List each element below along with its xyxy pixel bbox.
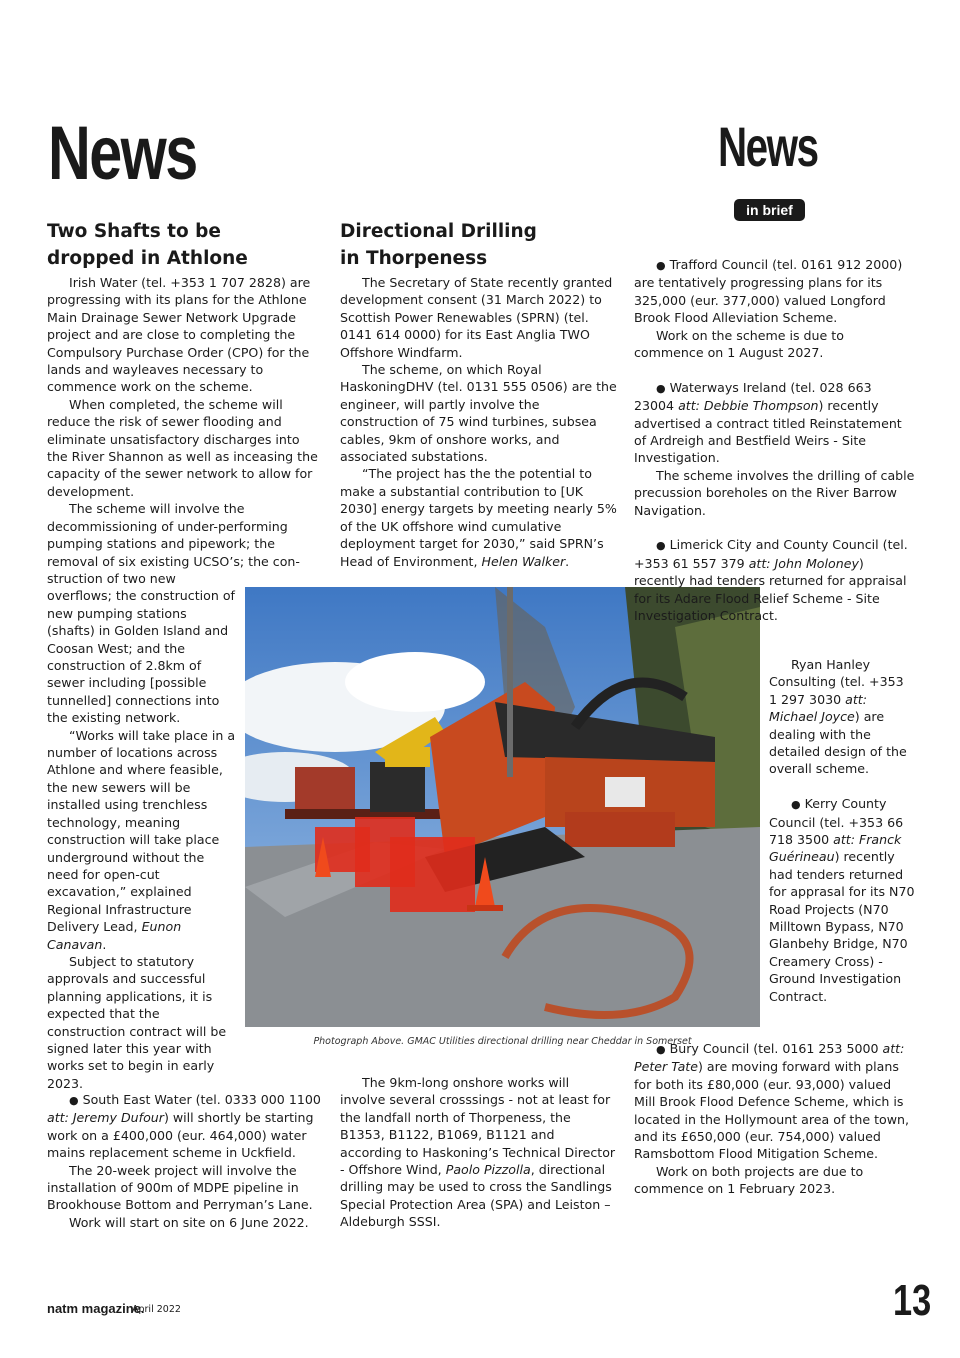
article1-paragraph: The scheme will involve the decommissioning of under-performing pumping stations and pipework; the removal of six existing UCSO’s; the con- [47,501,300,569]
news-in-brief-title: News [718,115,818,178]
issue-date: April 2022 [132,1304,181,1315]
brief-right-narrow [769,656,915,1005]
page-number: 13 [893,1276,932,1325]
brief-trafford: ● Trafford Council (tel. 0161 912 2000) are tentatively progressing plans for its 325,000 (eur. 377,000) valued Longford Brook Flood Alleviation Scheme. [634,256,915,327]
article1-paragraph: Irish Water (tel. +353 1 707 2828) are progressing with its plans for the Athlone Main Drainage Sewer Network Upgrade project and are close to completing the Compulsory Purchase Order (CPO) for the lands and wayleaves necessary to commence work on the scheme. [47,275,311,395]
person-name: Paolo Pizzolla [445,1162,531,1178]
brief-kerry: ● Kerry County Council (tel. +353 66 718 3500 att: Franck Guérineau) recently had tenders returned for apprasal for its N70 Road Projects (N70 Milltown Bypass, N70 Glanbehy Bridge, N70 Creamery Cross) - Ground Investigation Contract. [769,795,915,1005]
article1-body-narrow [47,570,237,1092]
article1-body-top [47,274,323,570]
article1-quote: “Works will take place in a number of locations across Athlone and where feasible, the new sewers will be installed using trenchless technology, meaning construction will take place underground without the need for open-cut excavation,” explained Regional Infrastructure Delivery Lead, Eunon Canavan. [47,727,236,952]
brief-south-east-water: ● South East Water (tel. 0333 000 1100 att: Jeremy Dufour) will shortly be starting work on a £400,000 (eur. 464,000) water mains replacement scheme in Uckfield. The 20-week project will involve the installation of 900m of MDPE pipeline in Brookhouse Bottom and Perryman’s Lane. Work will start on site on 6 June 2022. [47,1091,323,1231]
article1-paragraph: struction of two new overflows; the construction of new pumping stations (shafts) in Golden Island and Coosan West; and the construction of 2.8km of sewer including [possible tunnelled] connections into the existing network. [47,571,235,726]
magazine-name: natm magazine. [47,1301,145,1316]
drilling-rig-photo [245,587,760,1027]
brief-bury: ● Bury Council (tel. 0161 253 5000 att: Peter Tate) are moving forward with plans for both its £80,000 (eur. 93,000) valued Mill Brook Flood Defence Scheme, which is located in the Hollymount area of the town, and its £650,000 (eur. 754,000) valued Ramsbottom Flood Mitigation Scheme. [634,1040,915,1163]
brief-right-top: ● Trafford Council (tel. 0161 912 2000) are tentatively progressing plans for its 325,000 (eur. 377,000) valued Longford Brook Flood Alleviation Scheme. Work on the scheme is due to commence on 1 August 2027. ● Waterways Ireland (tel. 028 663 23004 att: Debbie Thompson) recently advertised a contract titled Reinstatement of Ardreigh and Bestfield Weirs - Site Investigation. The scheme involves the drilling of cable precussion boreholes on the River Barrow Navigation. ● Limerick City and County Council (tel. +353 61 557 379 att: John Moloney) recently had tenders returned for appraisal for its Adare Flood Relief Scheme - Site Investigation Contract. [634,256,915,625]
article1-headline: Two Shafts to be dropped in Athlone [47,221,248,269]
brief-waterways: ● Waterways Ireland (tel. 028 663 23004 att: Debbie Thompson) recently advertised a contract titled Reinstatement of Ardreigh and Bestfield Weirs - Site Investigation. [634,379,915,467]
person-name: Helen Walker [481,553,566,569]
photo-caption: Photograph Above. GMAC Utilities directional drilling near Cheddar in Somerset [313,1036,692,1047]
in-brief-badge: in brief [734,199,805,221]
article2-body-top: The Secretary of State recently granted development consent (31 March 2022) to Scottish Power Renewables (SPRN) (tel. 0141 614 0000) for its East Anglia TWO Offshore Windfarm. The scheme, on which Royal HaskoningDHV (tel. 0131 555 0506) are the engineer, will partly involve the construction of 75 wind turbines, subsea cables, 9km of onshore works, and associated substations. “The project has the the potential to make a substantial contribution to [UK 2030] energy targets by meeting nearly 5% of the UK offshore wind cumulative deployment target for 2030,” said SPRN’s Head of Environment, Helen Walker. [340,275,617,569]
article2-body-bottom: The 9km-long onshore works will involve several crosssings - not at least for the landfall north of Thorpeness, the B1353, B1122, B1069, B1121 and according to Haskoning’s Technical Director - Offshore Wind, Paolo Pizzolla, directional drilling may be used to cross the Sandlings Special Protection Area (SPA) and Leiston – Aldeburgh SSSI. [340,1075,616,1230]
article2-headline: Directional Drilling in Thorpeness [340,221,537,269]
person-name: Eunon Canavan [47,919,182,952]
article1-paragraph: When completed, the scheme will reduce the risk of sewer flooding and eliminate unsatisfactory discharges into the River Shannon as well as inceasing the capacity of the sewer network to allow for development. [47,396,318,499]
masthead-title: News [48,111,197,196]
brief-ryan-hanley: Ryan Hanley Consulting (tel. +353 1 297 3030 att: Michael Joyce) are dealing with the detailed design of the overall scheme. [769,657,907,777]
article1-paragraph: Subject to statutory approvals and successful planning applications, it is expected that the construction contract will be signed later this year with works set to begin in early 2023. [47,953,227,1091]
brief-limerick: ● Limerick City and County Council (tel. +353 61 557 379 att: John Moloney) recently had tenders returned for appraisal for its Adare Flood Relief Scheme - Site Investigation Contract. [634,536,915,624]
brief-right-bottom: ● Bury Council (tel. 0161 253 5000 att: Peter Tate) are moving forward with plans for both its £80,000 (eur. 93,000) valued Mill Brook Flood Defence Scheme, which is located in the Hollymount area of the town, and its £650,000 (eur. 754,000) valued Ramsbottom Flood Mitigation Scheme. Work on both projects are due to commence on 1 February 2023. [634,1040,915,1198]
